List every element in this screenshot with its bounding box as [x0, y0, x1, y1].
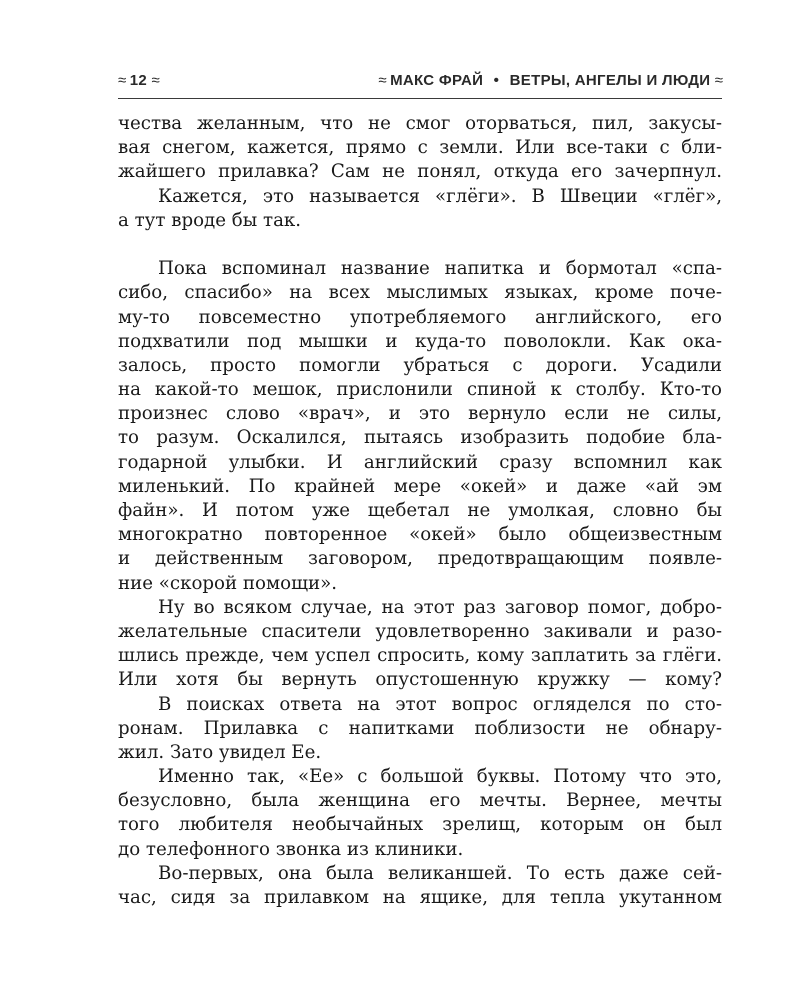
text-line: на какой-то мешок, прислонили спиной к столбу. Кто-то — [118, 379, 722, 401]
text-line: желательные спасители удовлетворенно закивали и разо- — [118, 620, 722, 642]
text-line: Ну во всяком случае, на этот раз заговор помог, добро- — [158, 596, 722, 618]
page-number: 12 — [129, 72, 147, 89]
running-head — [118, 70, 722, 94]
text-line: а тут вроде бы так. — [118, 209, 302, 231]
ornament-left: ≈ — [118, 72, 126, 89]
text-line: чества желанным, что не смог оторваться, пил, закусы- — [118, 113, 722, 134]
text-line: Или хотя бы вернуть опустошенную кружку — кому? — [118, 669, 722, 691]
text-line: и действенным заговором, предотвращающим появле- — [118, 548, 722, 570]
text-line: то разум. Оскалился, пытаясь изобразить подобие бла- — [118, 427, 722, 449]
book-title: ВЕТРЫ, АНГЕЛЫ И ЛЮДИ — [509, 72, 711, 89]
text-line: многократно повторенное «окей» было общеизвестным — [118, 524, 722, 546]
ornament-right: ≈ — [151, 72, 159, 89]
text-line: му-то повсеместно употребляемого английского, его — [118, 306, 722, 328]
text-line: того любителя необычайных зрелищ, которым он был — [118, 814, 722, 836]
text-line: В поисках ответа на этот вопрос огляделся по сто- — [158, 693, 722, 715]
text-line: файн». И потом уже щебетал не умолкая, словно бы — [118, 500, 722, 521]
body-text — [118, 112, 722, 910]
text-line: годарной улыбки. И английский сразу вспомнил как — [118, 451, 722, 473]
book-credit — [378, 72, 722, 89]
section-break — [118, 233, 722, 257]
text-line: Именно так, «Ее» с большой буквы. Потому что это, — [158, 766, 722, 788]
ornament-left: ≈ — [378, 72, 386, 89]
text-line: Кажется, это называется «глёги». В Швеции «глёг», — [158, 185, 722, 207]
text-line: ронам. Прилавка с напитками поблизости не обнару- — [118, 717, 722, 739]
text-line: подхватили под мышки и куда-то поволокли. Как ока- — [118, 330, 722, 352]
text-line: Во-первых, она была великаншей. То есть даже сей- — [158, 862, 722, 884]
text-line: залось, просто помогли убраться с дороги. Усадили — [118, 354, 722, 376]
text-line: произнес слово «врач», и это вернуло если не силы, — [118, 403, 722, 425]
text-line: до телефонного звонка из клиники. — [118, 838, 464, 860]
ornament-right: ≈ — [714, 72, 722, 89]
text-line: ние «скорой помощи». — [118, 572, 338, 594]
text-line: час, сидя за прилавком на ящике, для тепла укутанном — [118, 887, 722, 908]
text-line: миленький. По крайней мере «окей» и даже «ай эм — [118, 475, 722, 497]
page-number-block — [118, 72, 159, 89]
text-line: безусловно, была женщина его мечты. Вернее, мечты — [118, 790, 722, 812]
author-name: МАКС ФРАЙ — [390, 72, 484, 89]
text-line: Пока вспоминал название напитка и бормотал «спа- — [158, 258, 722, 280]
text-line: вая снегом, кажется, прямо с земли. Или все-таки с бли- — [118, 137, 722, 159]
text-line: сибо, спасибо» на всех мыслимых языках, кроме поче- — [118, 282, 722, 304]
separator-bullet: • — [493, 72, 500, 89]
header-rule — [118, 98, 722, 99]
text-line: жайшего прилавка? Сам не понял, откуда его зачерпнул. — [118, 161, 722, 183]
text-line: жил. Зато увидел Ее. — [118, 741, 322, 763]
text-line: шлись прежде, чем успел спросить, кому заплатить за глёги. — [118, 645, 722, 667]
